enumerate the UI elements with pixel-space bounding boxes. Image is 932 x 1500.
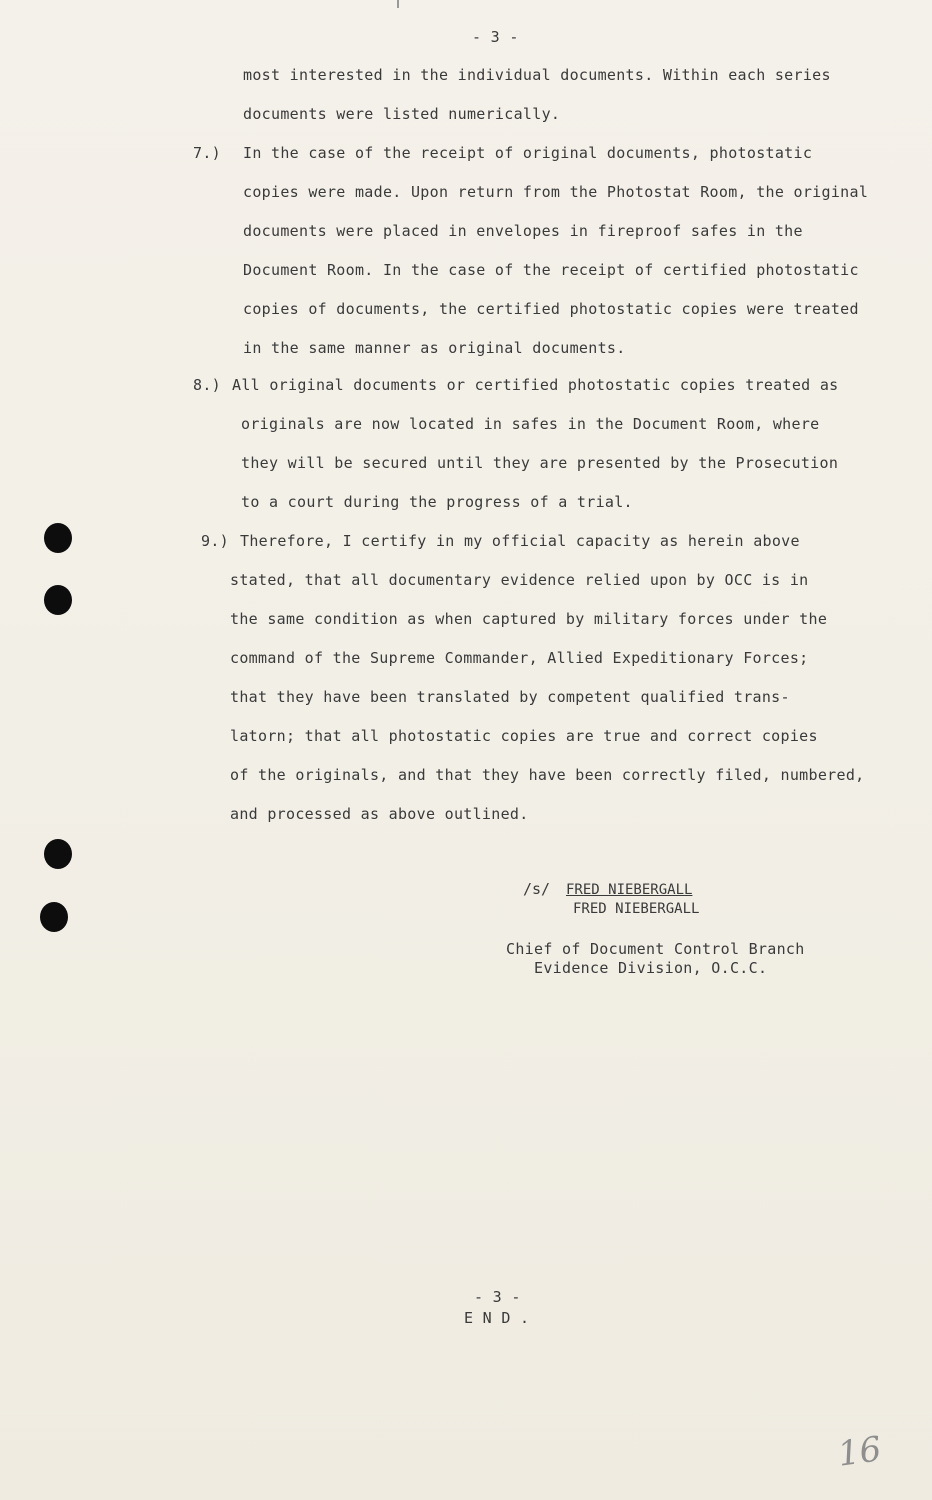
- body-line: to a court during the progress of a trial.: [241, 493, 633, 511]
- handwritten-page-number: 16: [835, 1429, 884, 1475]
- body-line: documents were listed numerically.: [243, 105, 561, 123]
- body-line: command of the Supreme Commander, Allied Expeditionary Forces;: [230, 649, 809, 667]
- body-line: and processed as above outlined.: [230, 805, 529, 823]
- body-line: documents were placed in envelopes in fireproof safes in the: [243, 222, 803, 240]
- page-number-footer: - 3 -: [474, 1288, 521, 1306]
- body-line: originals are now located in safes in the Document Room, where: [241, 415, 820, 433]
- body-line: Document Room. In the case of the receipt of certified photostatic: [243, 261, 859, 279]
- signature-prefix: /s/: [523, 880, 551, 898]
- body-line: latorn; that all photostatic copies are true and correct copies: [230, 727, 818, 745]
- body-line: of the originals, and that they have been correctly filed, numbered,: [230, 766, 865, 784]
- typed-name: FRED NIEBERGALL: [573, 901, 700, 917]
- signatory-title: Chief of Document Control Branch: [506, 940, 805, 958]
- punch-hole: [44, 523, 72, 553]
- body-line: In the case of the receipt of original documents, photostatic: [243, 144, 813, 162]
- body-line: Therefore, I certify in my official capacity as herein above: [240, 532, 800, 550]
- signatory-division: Evidence Division, O.C.C.: [534, 959, 768, 977]
- page-number-header: - 3 -: [472, 28, 519, 46]
- body-line: copies were made. Upon return from the Photostat Room, the original: [243, 183, 869, 201]
- body-line: stated, that all documentary evidence relied upon by OCC is in: [230, 571, 809, 589]
- body-line: the same condition as when captured by military forces under the: [230, 610, 828, 628]
- body-line: copies of documents, the certified photostatic copies were treated: [243, 300, 859, 318]
- top-edge-mark: [397, 0, 399, 8]
- item-number-9: 9.): [201, 532, 229, 550]
- item-number-7: 7.): [193, 144, 221, 162]
- punch-hole: [40, 902, 68, 932]
- body-line: they will be secured until they are presented by the Prosecution: [241, 454, 839, 472]
- body-line: most interested in the individual documents. Within each series: [243, 66, 831, 84]
- punch-hole: [44, 585, 72, 615]
- body-line: that they have been translated by competent qualified trans-: [230, 688, 790, 706]
- end-marker: E N D .: [464, 1309, 530, 1327]
- body-line: in the same manner as original documents.: [243, 339, 626, 357]
- item-number-8: 8.): [193, 376, 221, 394]
- body-line: All original documents or certified photostatic copies treated as: [232, 376, 839, 394]
- punch-hole: [44, 839, 72, 869]
- signed-name: FRED NIEBERGALL: [566, 882, 693, 898]
